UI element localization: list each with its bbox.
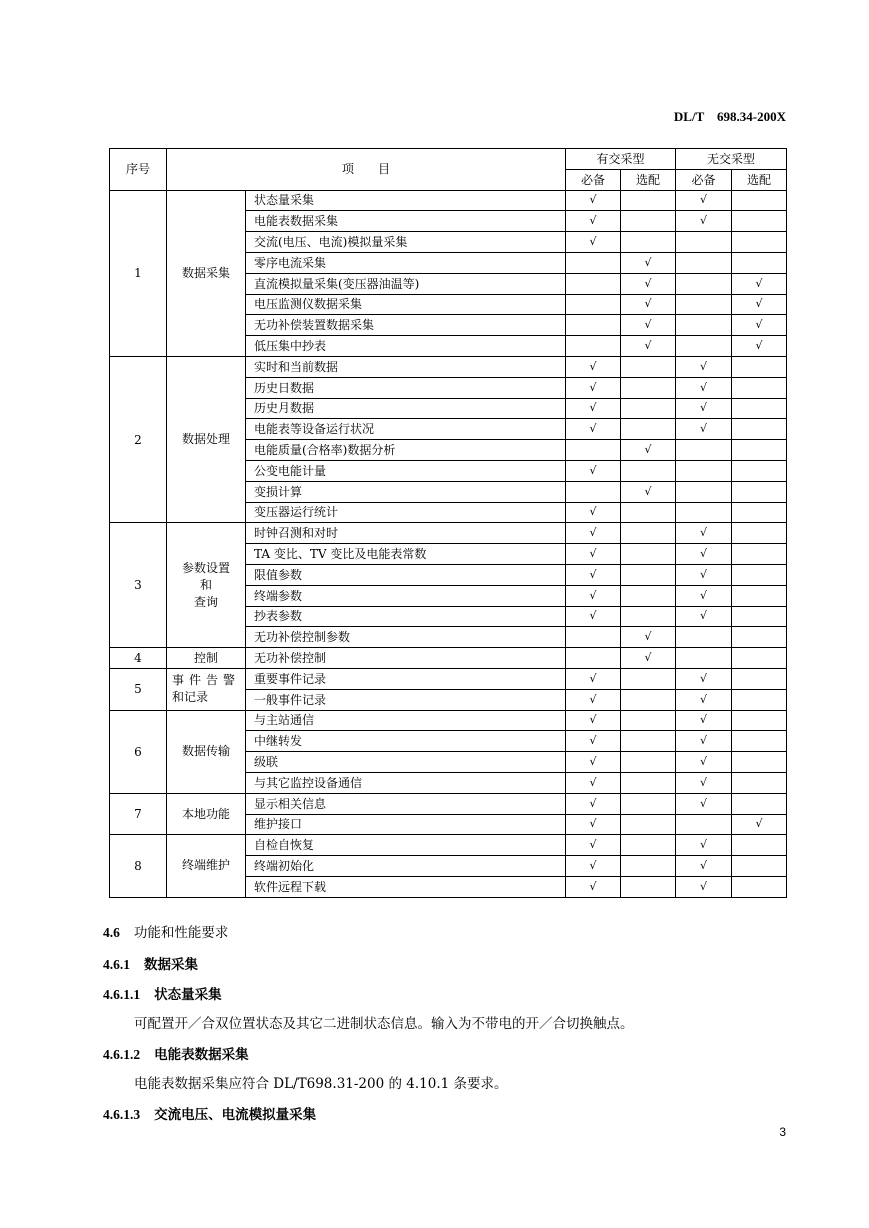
ac-optional-cell — [621, 398, 676, 419]
item-name: 交流(电压、电流)模拟量采集 — [246, 232, 566, 253]
category-name-line: 参数设置 — [181, 560, 230, 575]
item-name: 实时和当前数据 — [246, 356, 566, 377]
header-noac-type: 无交采型 — [676, 149, 787, 170]
check-mark: √ — [621, 440, 676, 461]
item-name: 无功补偿控制参数 — [246, 627, 566, 648]
item-name: 变损计算 — [246, 481, 566, 502]
category-name-line: 查询 — [193, 594, 218, 609]
section-number: 4.6.1.2 — [103, 1047, 141, 1062]
section-4-6-1-heading — [103, 953, 198, 973]
item-name: 中继转发 — [246, 731, 566, 752]
noac-required-cell — [676, 648, 732, 669]
item-name: 电能表数据采集 — [246, 211, 566, 232]
check-mark: √ — [676, 752, 732, 773]
noac-optional-cell — [732, 772, 787, 793]
category-name: 本地功能 — [167, 793, 246, 835]
check-mark: √ — [732, 315, 787, 336]
section-4-6-heading — [103, 921, 228, 941]
table-row — [110, 190, 787, 211]
noac-optional-cell — [732, 502, 787, 523]
item-name: 电能表等设备运行状况 — [246, 419, 566, 440]
check-mark: √ — [566, 564, 621, 585]
noac-required-cell — [676, 481, 732, 502]
noac-required-cell — [676, 814, 732, 835]
noac-required-cell — [676, 273, 732, 294]
ac-required-cell — [566, 481, 621, 502]
header-ac-type: 有交采型 — [566, 149, 676, 170]
ac-required-cell — [566, 648, 621, 669]
header-ac-required: 必备 — [566, 169, 621, 190]
item-name: 直流模拟量采集(变压器油温等) — [246, 273, 566, 294]
item-name: 一般事件记录 — [246, 689, 566, 710]
section-title: 功能和性能要求 — [133, 925, 229, 941]
noac-optional-cell — [732, 835, 787, 856]
check-mark: √ — [621, 252, 676, 273]
section-number: 4.6.1.3 — [103, 1107, 141, 1122]
ac-optional-cell — [621, 689, 676, 710]
check-mark: √ — [676, 606, 732, 627]
item-name: TA 变比、TV 变比及电能表常数 — [246, 544, 566, 565]
noac-optional-cell — [732, 211, 787, 232]
ac-optional-cell — [621, 460, 676, 481]
check-mark: √ — [566, 668, 621, 689]
category-number: 6 — [110, 710, 167, 793]
noac-optional-cell — [732, 440, 787, 461]
ac-optional-cell — [621, 856, 676, 877]
ac-optional-cell — [621, 710, 676, 731]
item-name: 限值参数 — [246, 564, 566, 585]
noac-optional-cell — [732, 398, 787, 419]
check-mark: √ — [676, 356, 732, 377]
check-mark: √ — [676, 564, 732, 585]
section-number: 4.6 — [103, 925, 120, 940]
check-mark: √ — [676, 377, 732, 398]
ac-optional-cell — [621, 876, 676, 897]
header-noac-optional: 选配 — [732, 169, 787, 190]
table-row — [110, 668, 787, 689]
check-mark: √ — [732, 814, 787, 835]
section-title: 交流电压、电流模拟量采集 — [154, 1107, 317, 1123]
category-number: 8 — [110, 835, 167, 897]
ac-optional-cell — [621, 752, 676, 773]
ac-optional-cell — [621, 190, 676, 211]
header-noac-required: 必备 — [676, 169, 732, 190]
section-title: 状态量采集 — [154, 987, 222, 1003]
check-mark: √ — [676, 544, 732, 565]
category-number: 3 — [110, 523, 167, 648]
item-name: 终端初始化 — [246, 856, 566, 877]
table-row — [110, 710, 787, 731]
check-mark: √ — [676, 211, 732, 232]
item-name: 电能质量(合格率)数据分析 — [246, 440, 566, 461]
check-mark: √ — [566, 772, 621, 793]
noac-optional-cell — [732, 564, 787, 585]
noac-optional-cell — [732, 544, 787, 565]
item-name: 时钟召测和对时 — [246, 523, 566, 544]
category-name: 数据传输 — [167, 710, 246, 793]
check-mark: √ — [732, 273, 787, 294]
section-number: 4.6.1.1 — [103, 987, 141, 1002]
ac-optional-cell — [621, 772, 676, 793]
item-name: 公变电能计量 — [246, 460, 566, 481]
noac-required-cell — [676, 294, 732, 315]
check-mark: √ — [566, 689, 621, 710]
noac-optional-cell — [732, 731, 787, 752]
item-name: 终端参数 — [246, 585, 566, 606]
function-requirements-table — [109, 148, 787, 898]
section-4-6-1-1-text: 可配置开／合双位置状态及其它二进制状态信息。输入为不带电的开／合切换触点。 — [134, 1016, 634, 1032]
table-row — [110, 356, 787, 377]
check-mark: √ — [566, 876, 621, 897]
ac-optional-cell — [621, 793, 676, 814]
ac-optional-cell — [621, 356, 676, 377]
ac-optional-cell — [621, 211, 676, 232]
check-mark: √ — [676, 689, 732, 710]
check-mark: √ — [566, 356, 621, 377]
ac-required-cell — [566, 294, 621, 315]
check-mark: √ — [676, 835, 732, 856]
noac-optional-cell — [732, 627, 787, 648]
ac-optional-cell — [621, 377, 676, 398]
check-mark: √ — [676, 398, 732, 419]
noac-required-cell — [676, 232, 732, 253]
item-name: 状态量采集 — [246, 190, 566, 211]
check-mark: √ — [566, 398, 621, 419]
noac-required-cell — [676, 315, 732, 336]
item-name: 变压器运行统计 — [246, 502, 566, 523]
noac-required-cell — [676, 440, 732, 461]
noac-optional-cell — [732, 523, 787, 544]
item-name: 与主站通信 — [246, 710, 566, 731]
check-mark: √ — [566, 793, 621, 814]
check-mark: √ — [676, 668, 732, 689]
check-mark: √ — [676, 876, 732, 897]
check-mark: √ — [676, 523, 732, 544]
check-mark: √ — [566, 211, 621, 232]
category-number: 4 — [110, 648, 167, 669]
ac-required-cell — [566, 252, 621, 273]
noac-optional-cell — [732, 460, 787, 481]
table-row — [110, 523, 787, 544]
check-mark: √ — [566, 835, 621, 856]
check-mark: √ — [566, 606, 621, 627]
check-mark: √ — [621, 294, 676, 315]
section-4-6-1-2-text: 电能表数据采集应符合 DL/T698.31-200 的 4.10.1 条要求。 — [134, 1076, 508, 1092]
check-mark: √ — [566, 419, 621, 440]
category-name — [167, 523, 246, 648]
item-name: 自检自恢复 — [246, 835, 566, 856]
check-mark: √ — [676, 772, 732, 793]
ac-optional-cell — [621, 544, 676, 565]
ac-optional-cell — [621, 585, 676, 606]
noac-optional-cell — [732, 190, 787, 211]
check-mark: √ — [566, 814, 621, 835]
item-name: 维护接口 — [246, 814, 566, 835]
category-name-lines — [172, 672, 240, 706]
ac-optional-cell — [621, 419, 676, 440]
check-mark: √ — [621, 336, 676, 357]
section-title: 电能表数据采集 — [154, 1047, 249, 1063]
ac-optional-cell — [621, 668, 676, 689]
noac-optional-cell — [732, 481, 787, 502]
category-number: 5 — [110, 668, 167, 710]
check-mark: √ — [566, 710, 621, 731]
item-name: 显示相关信息 — [246, 793, 566, 814]
noac-optional-cell — [732, 689, 787, 710]
check-mark: √ — [566, 856, 621, 877]
category-name: 终端维护 — [167, 835, 246, 897]
ac-optional-cell — [621, 731, 676, 752]
category-name-line: 和 — [199, 577, 212, 592]
document-code: DL/T 698.34-200X — [673, 109, 786, 124]
check-mark: √ — [676, 793, 732, 814]
item-name: 与其它监控设备通信 — [246, 772, 566, 793]
item-name: 无功补偿控制 — [246, 648, 566, 669]
check-mark: √ — [621, 481, 676, 502]
category-number: 1 — [110, 190, 167, 356]
category-name-line: 事件告警 — [171, 673, 240, 688]
header-ac-optional: 选配 — [621, 169, 676, 190]
noac-optional-cell — [732, 668, 787, 689]
ac-required-cell — [566, 273, 621, 294]
table-row — [110, 835, 787, 856]
ac-optional-cell — [621, 523, 676, 544]
noac-optional-cell — [732, 232, 787, 253]
check-mark: √ — [676, 419, 732, 440]
noac-optional-cell — [732, 377, 787, 398]
noac-required-cell — [676, 336, 732, 357]
item-name: 历史月数据 — [246, 398, 566, 419]
check-mark: √ — [732, 294, 787, 315]
section-number: 4.6.1 — [103, 957, 130, 972]
check-mark: √ — [621, 273, 676, 294]
noac-optional-cell — [732, 648, 787, 669]
category-name — [167, 668, 246, 710]
category-name-lines — [167, 560, 245, 611]
item-name: 重要事件记录 — [246, 668, 566, 689]
check-mark: √ — [566, 544, 621, 565]
noac-required-cell — [676, 252, 732, 273]
category-name-line: 和记录 — [171, 690, 208, 705]
check-mark: √ — [676, 190, 732, 211]
noac-optional-cell — [732, 606, 787, 627]
check-mark: √ — [566, 752, 621, 773]
check-mark: √ — [566, 190, 621, 211]
ac-required-cell — [566, 440, 621, 461]
header-item: 项 目 — [167, 149, 566, 191]
item-name: 软件远程下载 — [246, 876, 566, 897]
noac-optional-cell — [732, 356, 787, 377]
item-name: 低压集中抄表 — [246, 336, 566, 357]
item-name: 零序电流采集 — [246, 252, 566, 273]
check-mark: √ — [732, 336, 787, 357]
noac-optional-cell — [732, 752, 787, 773]
check-mark: √ — [676, 585, 732, 606]
check-mark: √ — [566, 232, 621, 253]
check-mark: √ — [566, 502, 621, 523]
check-mark: √ — [566, 377, 621, 398]
item-name: 级联 — [246, 752, 566, 773]
noac-optional-cell — [732, 876, 787, 897]
ac-optional-cell — [621, 814, 676, 835]
ac-required-cell — [566, 336, 621, 357]
ac-optional-cell — [621, 502, 676, 523]
ac-optional-cell — [621, 835, 676, 856]
item-name: 电压监测仪数据采集 — [246, 294, 566, 315]
check-mark: √ — [566, 585, 621, 606]
table-row — [110, 793, 787, 814]
noac-required-cell — [676, 627, 732, 648]
noac-optional-cell — [732, 419, 787, 440]
category-number: 7 — [110, 793, 167, 835]
category-name: 数据采集 — [167, 190, 246, 356]
noac-optional-cell — [732, 252, 787, 273]
ac-required-cell — [566, 627, 621, 648]
section-title: 数据采集 — [144, 957, 198, 973]
noac-optional-cell — [732, 710, 787, 731]
ac-required-cell — [566, 315, 621, 336]
check-mark: √ — [676, 710, 732, 731]
ac-optional-cell — [621, 232, 676, 253]
ac-optional-cell — [621, 564, 676, 585]
check-mark: √ — [566, 460, 621, 481]
category-name: 数据处理 — [167, 356, 246, 522]
section-4-6-1-2-heading — [103, 1043, 249, 1063]
check-mark: √ — [621, 648, 676, 669]
check-mark: √ — [676, 856, 732, 877]
category-number: 2 — [110, 356, 167, 522]
section-4-6-1-1-heading — [103, 983, 222, 1003]
item-name: 抄表参数 — [246, 606, 566, 627]
item-name: 历史日数据 — [246, 377, 566, 398]
section-4-6-1-3-heading — [103, 1103, 316, 1123]
check-mark: √ — [566, 523, 621, 544]
check-mark: √ — [676, 731, 732, 752]
check-mark: √ — [621, 627, 676, 648]
ac-optional-cell — [621, 606, 676, 627]
noac-optional-cell — [732, 793, 787, 814]
header-seq: 序号 — [110, 149, 167, 191]
noac-required-cell — [676, 502, 732, 523]
page-number: 3 — [779, 1125, 786, 1139]
check-mark: √ — [566, 731, 621, 752]
table-row — [110, 648, 787, 669]
item-name: 无功补偿装置数据采集 — [246, 315, 566, 336]
noac-optional-cell — [732, 585, 787, 606]
category-name: 控制 — [167, 648, 246, 669]
check-mark: √ — [621, 315, 676, 336]
noac-required-cell — [676, 460, 732, 481]
noac-optional-cell — [732, 856, 787, 877]
